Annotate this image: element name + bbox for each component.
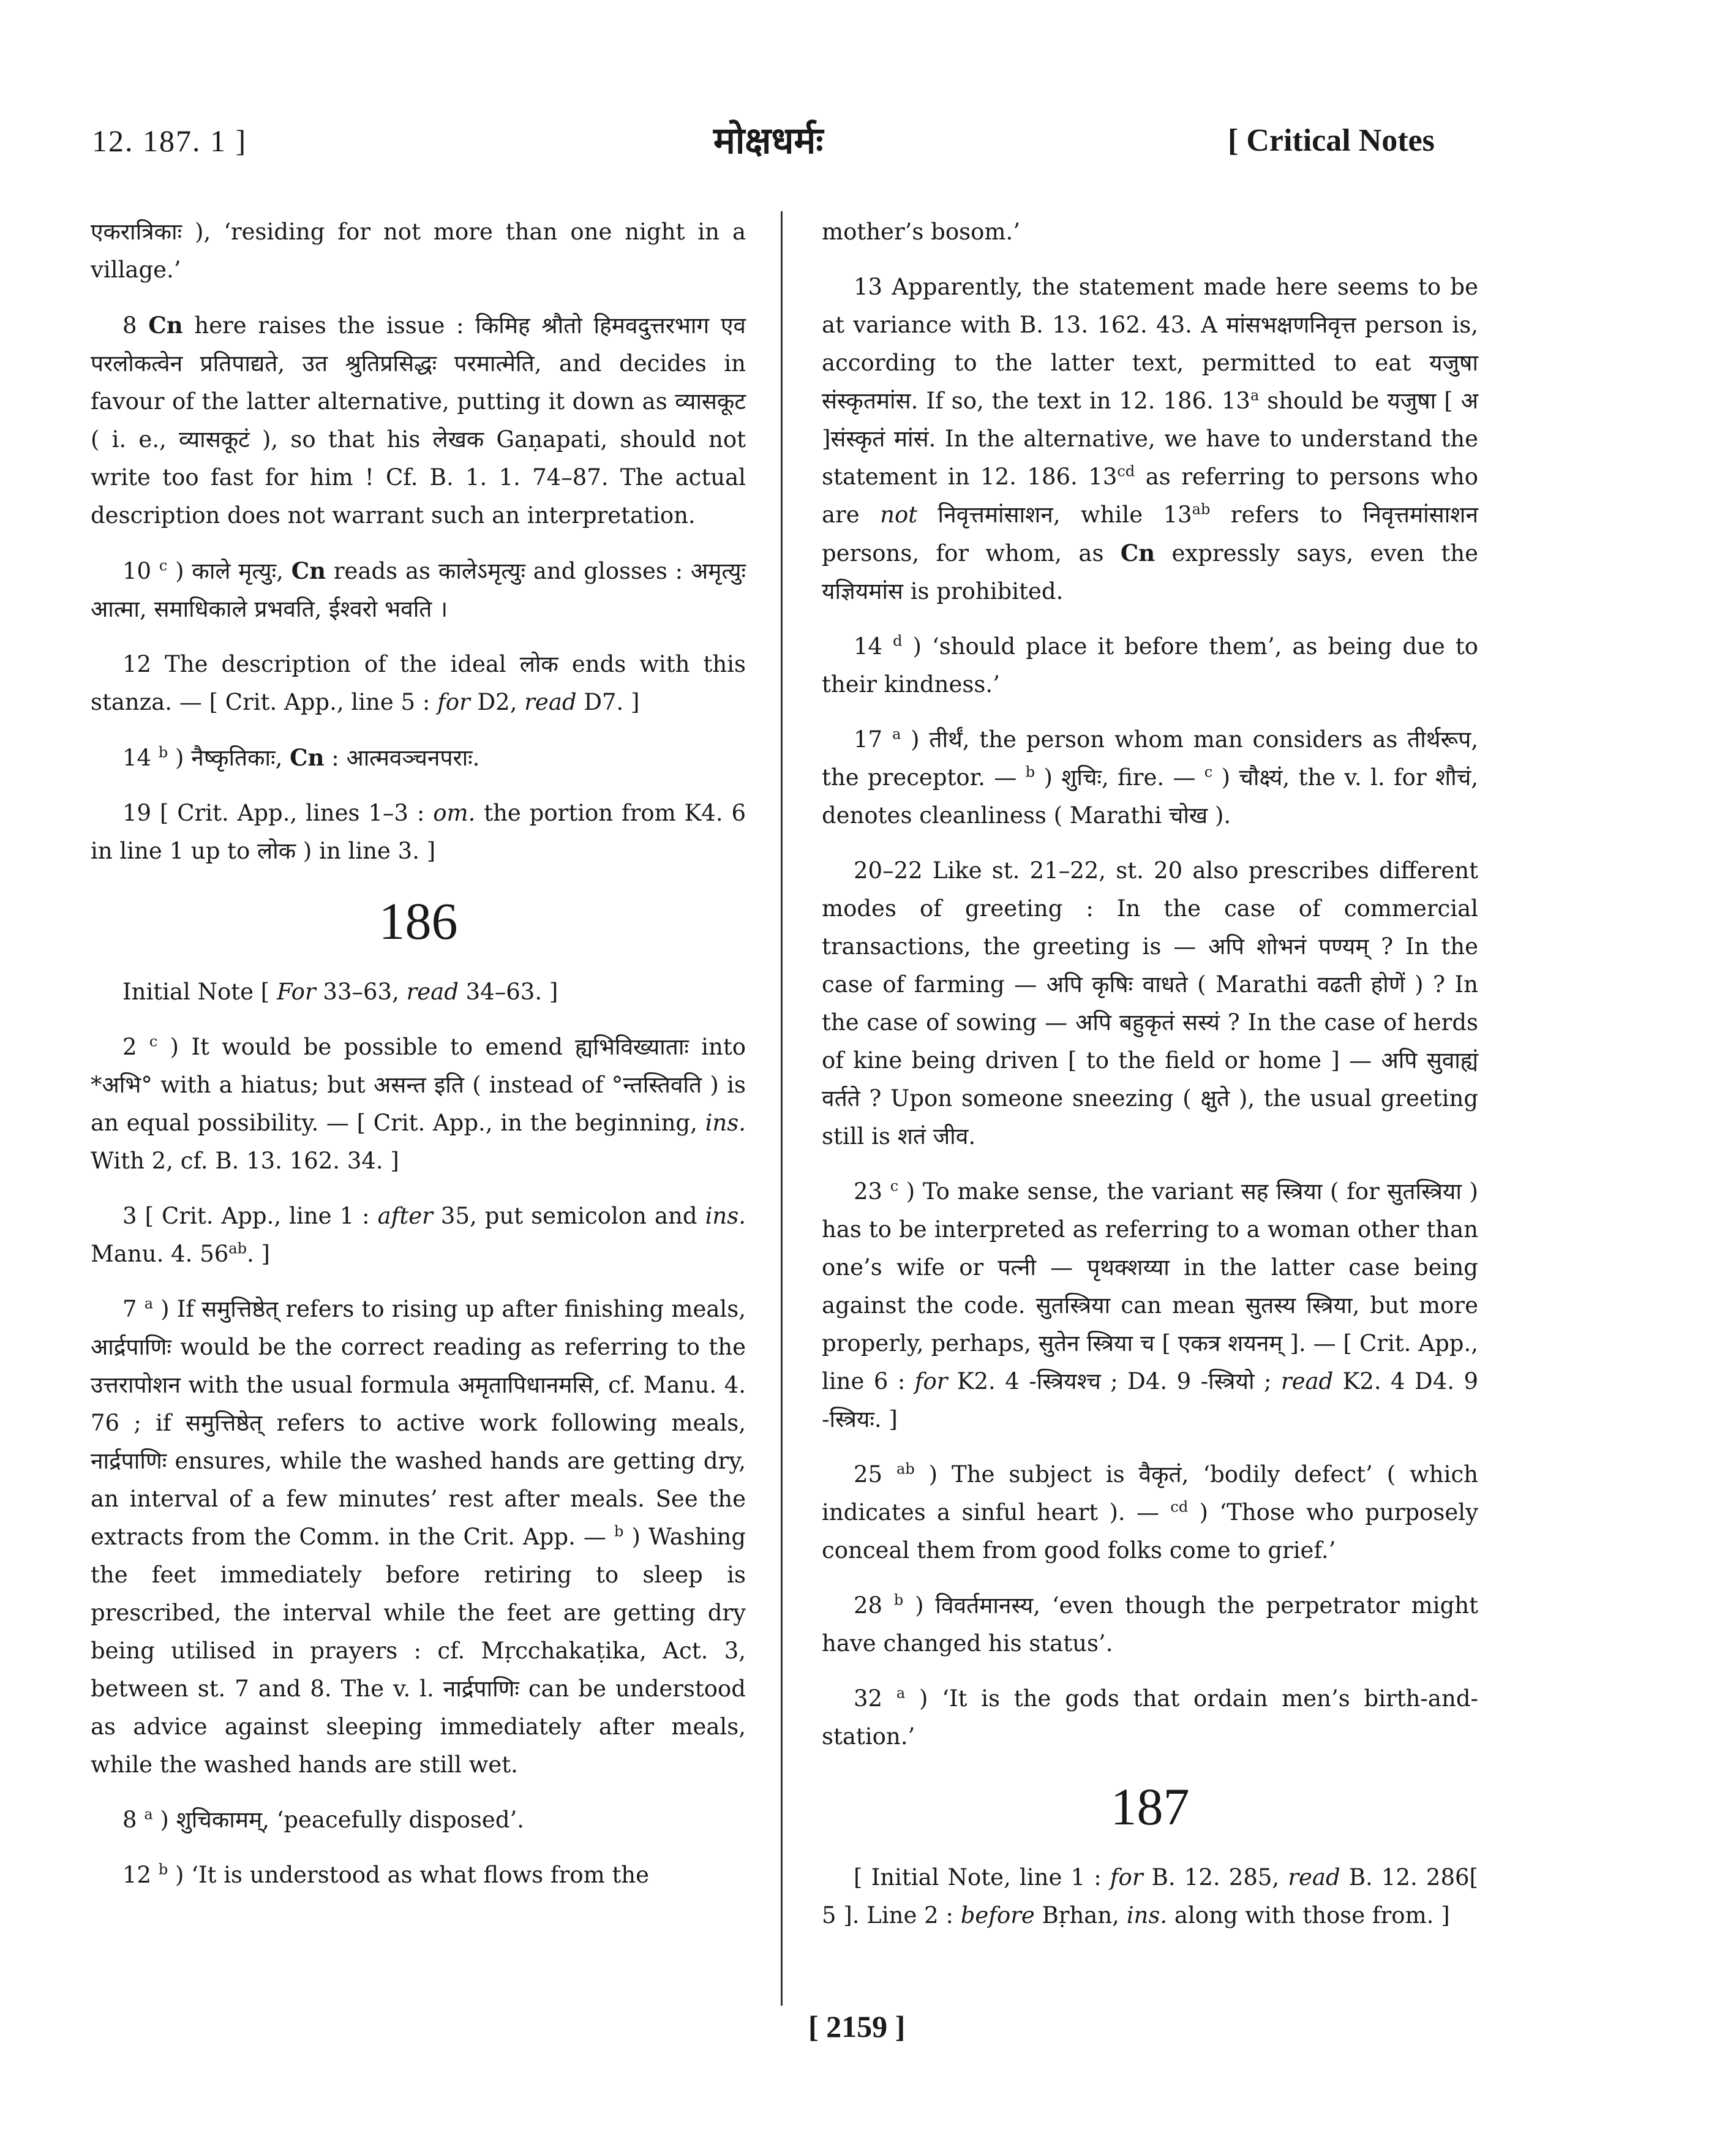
note-paragraph [822,721,1478,835]
page-number: [ 2159 ] [808,2009,906,2044]
note-text: ) The subject is वैकृतं, ‘bodily defect’ ( which indicates a sinful heart ). — [822,1461,1478,1526]
note-text: ) It would be possible to emend ह्यभिविख्याताः into *अभि° with a hiatus; but असन्त इति ( instead of °न्तस्तिवति ) is an equal possibility. — [ Crit. App., in the beginning, [91,1034,746,1136]
note-number: 14 [854,633,883,660]
note-text: ) विवर्तमानस्य, ‘even though the perpetrator might have changed his status’. [822,1592,1478,1657]
note-number: 28 [854,1592,883,1619]
running-head-verse-ref: 12. 187. 1 ] [92,124,247,158]
note-italic: ins. [705,1110,746,1136]
note-text: ) ‘should place it before them’, as being due to their kindness.’ [822,633,1478,698]
pada-marker: a [1250,386,1260,404]
note-text: [ Crit. App., line 1 : [137,1203,378,1229]
pada-marker: a [144,1805,153,1823]
pada-marker: ab [896,1460,915,1478]
note-text: : आत्मवञ्चनपराः. [324,745,480,771]
section-heading-186: 186 [378,892,458,950]
note-number: 8 [122,1807,137,1833]
note-paragraph [822,1587,1478,1663]
pada-marker: c [890,1177,899,1195]
note-paragraph [822,1859,1478,1935]
commentary-siglum: Cn [291,557,326,584]
note-text: ) Washing the feet immediately before retiring to sleep is prescribed, the interval while the feet are getting dry being utilised in prayers : cf. Mṛcchakaṭika, Act. 3, between st. 7 and 8. The v. l. नार्द्रपाणिः can be understood as advice against sleeping immediately after meals, while the washed hands are still wet. [91,1524,746,1778]
right-column [822,213,1478,1952]
note-text: . ] [246,1241,270,1267]
note-text: 33–63, [315,979,407,1005]
pada-marker: a [896,1684,906,1702]
note-paragraph [822,852,1478,1156]
note-italic: for [1110,1864,1143,1891]
note-text: refers to निवृत्तमांसाशन persons, for whom, as [822,502,1478,566]
note-italic: not [880,502,918,528]
note-text: ) ‘It is understood as what flows from the [168,1862,650,1888]
left-column [91,213,746,1911]
pada-marker: c [1204,763,1213,781]
note-text: ) To make sense, the variant सह स्त्रिया ( for सुतस्त्रिया ) has to be interpreted as referring to a woman other than one’s wife or पत्नी — पृथक्शय्या in the latter case being against the code. सुतस्त्रिया can mean सुतस्य स्त्रिया, but more properly, perhaps, सुतेन स्त्रिया च [ एकत्र शयनम् ]. — [ Crit. App., line 6 : [822,1178,1478,1394]
note-number: 2 [122,1034,137,1060]
section-heading-187: 187 [1110,1777,1190,1836]
note-number: 12 [122,1862,152,1888]
note-text: Apparently, the statement made here seems to be at variance with B. 13. 162. 43. A मांसभक्षणनिवृत्त person is, according to the latter text, permitted to eat यजुषा संस्कृतमांस. If so, the text in 12. 186. 13 [822,274,1478,414]
note-italic: before [960,1902,1035,1928]
note-paragraph [822,1456,1478,1570]
note-paragraph [91,1197,746,1273]
pada-marker: c [159,557,168,574]
note-text: should be यजुषा [ अ ]संस्कृतं मांसं. In the alternative, we have to understand the statement in 12. 186. 13 [822,388,1478,490]
note-number: 14 [122,745,152,771]
note-italic: ins. [705,1203,746,1229]
note-text: ) शुचिः, fire. — [1035,764,1204,791]
note-italic: om. [433,800,476,826]
note-paragraph [822,1680,1478,1756]
note-text: ) ‘Those who purposely conceal them from good folks come to grief.’ [822,1499,1479,1563]
pada-marker: b [158,1861,168,1878]
note-italic: after [377,1203,433,1229]
note-text: K2. 4 -स्त्रियश्च ; D4. 9 -स्त्रियो ; [947,1368,1281,1394]
note-number: 13 [854,274,883,300]
note-text: along with those from. ] [1167,1902,1450,1928]
pada-marker: ab [228,1240,247,1257]
note-paragraph [91,794,746,870]
note-italic: read [406,979,459,1005]
note-text: 35, put semicolon and [432,1203,705,1229]
note-text: With 2, cf. B. 13. 162. 34. ] [91,1148,399,1174]
pada-marker: a [144,1295,153,1312]
note-text: Like st. 21–22, st. 20 also prescribes different modes of greeting : In the case of commercial transactions, the greeting is — अपि शोभनं पण्यम् ? In the case of farming — अपि कृषिः वाधते ( Marathi वढती होणें ) ? In the case of sowing — अपि बहुकृतं सस्यं ? In the case of herds of kine being driven [ to the field or home ] — अपि सुवाह्यं वर्तते ? Upon someone sneezing ( क्षुते ), the usual greeting still is शतं जीव. [822,857,1478,1150]
note-number: 12 [122,651,152,677]
note-text: ) तीर्थं, the person whom man considers as तीर्थरूप, the preceptor. — [822,726,1479,791]
note-number: 25 [854,1461,883,1488]
pada-marker: d [893,632,903,650]
note-text: ) शुचिकामम्, ‘peacefully disposed’. [152,1807,525,1833]
note-italic: read [1280,1368,1334,1394]
running-head-section: [ Critical Notes [1228,123,1435,158]
note-number: 20–22 [854,857,923,884]
note-paragraph [91,1028,746,1180]
commentary-siglum: Cn [290,744,325,771]
note-paragraph [91,552,746,628]
note-text: D2, [470,689,525,715]
note-number: 19 [122,800,152,826]
note-text: Initial Note [ [122,979,277,1005]
note-number: 3 [122,1203,137,1229]
note-text: ) चौक्ष्यं, the v. l. for शौचं, denotes cleanliness ( Marathi चोख ). [822,764,1478,829]
note-number: 17 [854,726,883,753]
note-text: here raises the issue : किमिह श्रौतो हिमवदुत्तरभाग एव परलोकत्वेन प्रतिपाद्यते, उत श्रुतिप्रसिद्धः परमात्मेति, and decides in favour of the latter alternative, putting it down as व्यासकूट ( i. e., व्यासकूटं ), so that his लेखक Gaṇapati, should not write too fast for him ! Cf. B. 1. 1. 74–87. The actual description does not warrant such an interpretation. [91,312,746,529]
note-text: B. 12. 285, [1143,1864,1288,1891]
pada-marker: ab [1192,500,1211,518]
note-text: B. 12. 286[ 5 ]. Line 2 : [822,1864,1478,1928]
note-number: 10 [122,558,152,584]
commentary-siglum: Cn [1120,540,1155,566]
note-italic: read [1288,1864,1340,1891]
note-italic: read [524,689,577,715]
note-text: निवृत्तमांसाशन, while 13 [917,502,1192,528]
note-paragraph [91,306,746,535]
note-text: 34–63. ] [458,979,558,1005]
note-text: The description of the ideal लोक ends with this stanza. — [ Crit. App., line 5 : [91,651,746,715]
note-text: the portion from K4. 6 in line 1 up to लोक ) in line 3. ] [91,800,746,864]
note-italic: for [437,689,470,715]
note-text: [ Initial Note, line 1 : [854,1864,1110,1891]
pada-marker: b [1025,763,1035,781]
note-paragraph: mother’s bosom.’ [822,219,1020,245]
note-paragraph [91,1856,746,1894]
pada-marker: b [614,1522,624,1540]
note-text: Bṛhan, [1034,1902,1127,1928]
note-text: reads as कालेऽमृत्युः and glosses : अमृत्युः आत्मा, समाधिकाले प्रभवति, ईश्वरो भवति । [91,558,746,622]
note-paragraph [91,973,746,1011]
note-paragraph [91,645,746,721]
note-text: [ Crit. App., lines 1–3 : [151,800,434,826]
note-text: ) If समुत्तिष्ठेत् refers to rising up after finishing meals, आर्द्रपाणिः would be the correct reading as referring to the उत्तरापोशन with the usual formula अमृतापिधानमसि, cf. Manu. 4. 76 ; if समुत्तिष्ठेत् refers to active work following meals, नार्द्रपाणिः ensures, while the washed hands are getting dry, an interval of a few minutes’ rest after meals. See the extracts from the Comm. in the Crit. App. — [91,1296,746,1550]
note-text: ) ‘It is the gods that ordain men’s birth-and-station.’ [822,1685,1479,1750]
note-number: 23 [854,1178,883,1205]
note-paragraph [91,1801,746,1839]
note-text: expressly says, even the यज्ञियमांस is prohibited. [822,540,1479,604]
note-italic: ins. [1126,1902,1168,1928]
note-italic: For [277,979,316,1005]
pada-marker: cd [1170,1498,1189,1516]
note-paragraph: एकरात्रिकाः ), ‘residing for not more than one night in a village.’ [91,219,746,283]
note-text: Manu. 4. 56 [91,1241,229,1267]
note-text: D7. ] [576,689,640,715]
note-text: ) काले मृत्युः, [167,558,291,584]
pada-marker: a [892,725,901,743]
note-text: ) नैष्कृतिकाः, [168,745,290,771]
commentary-siglum: Cn [148,312,183,339]
running-head-title: मोक्षधर्मः [713,119,824,162]
column-divider [781,211,783,2006]
note-number: 32 [854,1685,883,1712]
note-paragraph [91,1290,746,1784]
pada-marker: b [158,743,168,761]
note-paragraph [91,739,746,777]
pada-marker: c [149,1033,158,1050]
note-text: as referring to persons who are [822,464,1478,528]
note-italic: for [914,1368,948,1394]
pada-marker: cd [1117,462,1135,480]
note-number: 8 [122,312,137,339]
note-paragraph [822,628,1478,704]
note-text: K2. 4 D4. 9 -स्त्रियः. ] [822,1368,1478,1432]
pada-marker: b [893,1591,904,1609]
note-number: 7 [122,1296,137,1322]
note-paragraph [822,1173,1478,1439]
note-paragraph [822,268,1478,611]
